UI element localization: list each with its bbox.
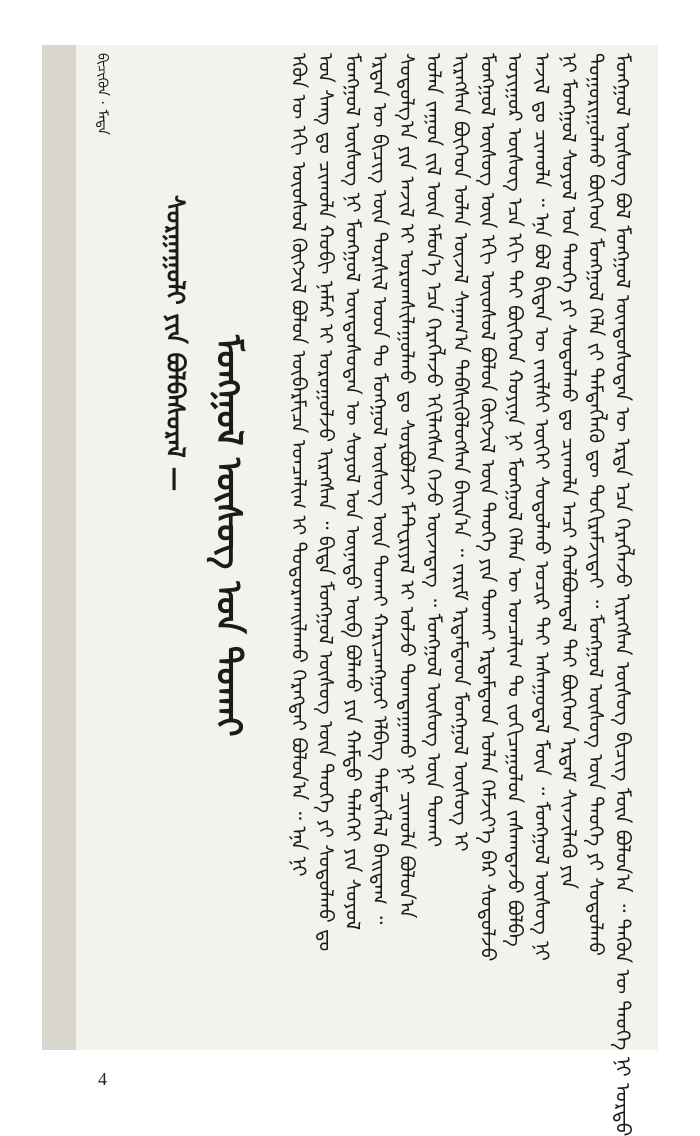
body-column: ᠣᠯᠠᠨ ᠵᠠᠭᠤᠨ ᠵᠢᠯ ᠦᠨ ᠡᠮᠦᠨ᠎ᠡ ᠡᠴᠡ ᠬᠡᠷᠡᠭᠯᠡᠵᠦ ᠡᠬᠢᠯᠡᠭᠰᠡᠨ ᠭᠡᠵᠦ ᠦᠵᠡᠳᠡᠭ ᠃ ᠮᠣᠩᠭᠣᠯ ᠦᠰᠦᠭ ᠦᠨ ᠲᠤᠬᠠᠢ (422, 53, 446, 848)
body-column: ᠡᠭᠦᠨ ᠦ ᠡᠬᠢ ᠦᠦᠰᠦᠯ ᠬᠥᠭᠵᠢᠯ ᠪᠣᠯᠤᠨ ᠥᠪᠡᠷᠮᠢᠴᠡ ᠣᠨᠴᠠᠯᠢᠭ ᠢ ᠲᠣᠳᠣᠷᠬᠠᠢᠯᠠᠬᠤ ᠬᠡᠷᠡᠭᠲᠡᠢ ᠪᠣᠯᠤᠨ᠎ᠠ ᠃ ᠡᠨᠡ ᠨᠢ (287, 53, 311, 877)
chapter-subtitle: ᠰᠤᠷᠭᠠᠭᠤᠯᠢ ᠶᠢᠨ ᠪᠣᠯᠪᠠᠰᠤᠷᠠᠯ — (161, 195, 190, 492)
body-column: ᠮᠣᠩᠭᠣᠯ ᠦᠰᠦᠭ ᠪᠣᠯ ᠮᠣᠩᠭᠣᠯ ᠦᠨᠳᠦᠰᠦᠲᠡᠨ ᠦ ᠡᠷᠲᠡ ᠡᠴᠡ ᠬᠡᠷᠡᠭᠯᠡᠵᠦ ᠢᠷᠡᠭᠰᠡᠨ ᠦᠰᠦᠭ ᠪᠢᠴᠢᠭ ᠮᠥᠨ ᠪᠣᠯᠤᠨ᠎ᠠ ᠃ ᠲᠡᠭᠦᠨ ᠦ ᠲᠡᠦᠬᠡ ᠨᠢ ᠤᠷᠲᠤ (611, 53, 635, 1136)
chapter-title: ᠮᠣᠩᠭᠣᠯ ᠦᠰᠦᠭ ᠤᠨ ᠲᠤᠬᠠᠢ (208, 335, 248, 737)
body-column: ᠮᠣᠩᠭᠣᠯ ᠦᠰᠦᠭ ᠦᠨ ᠡᠬᠢ ᠦᠦᠰᠦᠯ ᠪᠣᠯᠤᠨ ᠬᠥᠭᠵᠢᠯ ᠦᠨ ᠲᠡᠦᠬᠡ ᠶᠢᠨ ᠲᠤᠬᠠᠢ ᠡᠷᠳᠡᠮᠲᠡᠳ ᠤᠯᠠᠨ ᠬᠡᠮᠵᠢᠶ᠎ᠡ ᠪᠡᠷ ᠰᠤᠳᠤᠯᠵᠤ (476, 53, 500, 962)
body-column: ᠮᠣᠩᠭᠣᠯ ᠦᠰᠦᠭ ᠨᠢ ᠮᠣᠩᠭᠣᠯ ᠦᠨᠳᠦᠰᠦᠲᠡᠨ ᠦ ᠰᠣᠶᠣᠯ ᠤᠨ ᠦᠨᠡᠲᠦ ᠥᠪ ᠪᠣᠯᠬᠤ ᠶᠢᠨ ᠬᠠᠮᠲᠤ ᠳᠡᠯᠡᠬᠡᠢ ᠶᠢᠨ ᠰᠣᠶᠣᠯ (341, 53, 365, 931)
body-column: ᠤᠶᠢᠭᠤᠷ ᠦᠰᠦᠭ ᠡᠴᠡ ᠡᠬᠢ ᠲᠠᠢ ᠪᠥᠭᠡᠳ ᠬᠣᠶᠢᠨᠠ ᠨᠢ ᠮᠣᠩᠭᠣᠯ ᠬᠡᠯᠡᠨ ᠦ ᠣᠨᠴᠠᠯᠢᠭ ᠲᠤ ᠵᠣᠬᠢᠴᠠᠭᠤᠯᠤᠨ ᠵᠠᠰᠠᠭᠳᠠᠵᠤ ᠪᠣᠯᠪᠠ (503, 53, 527, 947)
body-column: ᠨᠢ ᠮᠣᠩᠭᠣᠯ ᠰᠣᠶᠣᠯ ᠤᠨ ᠲᠡᠦᠬᠡ ᠶᠢ ᠰᠤᠳᠤᠯᠬᠤ ᠳᠤ ᠴᠢᠬᠤᠯᠠ ᠠᠴᠢ ᠬᠣᠯᠪᠣᠭᠳᠠᠯ ᠲᠠᠢ ᠪᠥᠭᠡᠳ ᠡᠷᠳᠡᠮ ᠰᠢᠨᠵᠢᠯᠡᠬᠦ ᠶᠢᠨ (557, 53, 581, 889)
body-column: ᠰᠤᠳᠤᠯᠭ᠎ᠠ ᠶᠢᠨ ᠠᠵᠢᠯ ᠢ ᠤᠷᠤᠭᠰᠢᠯᠠᠭᠤᠯᠬᠤ ᠳᠤ ᠰᠤᠷᠪᠤᠯᠵᠢ ᠮᠠᠲᠧᠷᠢᠶᠠᠯ ᠢ ᠣᠯᠵᠤ ᠲᠣᠭᠲᠠᠭᠠᠬᠤ ᠨᠢ ᠴᠢᠬᠤᠯᠠ ᠪᠣᠯᠤᠨ᠎ᠠ (395, 53, 419, 919)
body-column: ᠢᠷᠡᠭᠰᠡᠨ ᠪᠥᠭᠡᠳ ᠣᠯᠠᠨ ᠦᠵᠡᠯ ᠰᠠᠨᠠᠭ᠎ᠠ ᠳᠡᠪᠰᠢᠭᠦᠯᠦᠭᠰᠡᠨ ᠪᠠᠢᠨ᠎ᠠ ᠃ ᠵᠠᠷᠢᠮ ᠡᠷᠳᠡᠮᠲᠡᠳ ᠮᠣᠩᠭᠣᠯ ᠦᠰᠦᠭ ᠢ (449, 53, 473, 852)
body-column: ᠠᠵᠢᠯ ᠳᠤ ᠴᠢᠬᠤᠯᠠ ᠃ ᠡᠨᠡ ᠪᠣᠯ ᠪᠢᠳᠡᠨ ᠦ ᠵᠠᠢᠯᠰᠢ ᠦᠭᠡᠢ ᠰᠤᠳᠤᠯᠬᠤ ᠤᠴᠢᠷ ᠲᠠᠢ ᠠᠰᠠᠭᠤᠳᠠᠯ ᠮᠥᠨ ᠃ ᠮᠣᠩᠭᠣᠯ ᠦᠰᠦᠭ ᠨᠢ (530, 53, 554, 961)
body-column: ᠲᠣᠭᠣᠷᠢᠭᠤᠯᠬᠤ ᠪᠥᠭᠡᠳ ᠮᠣᠩᠭᠣᠯ ᠬᠡᠯᠡ ᠵᠢ ᠲᠡᠮᠳᠡᠭᠯᠡᠬᠦ ᠳᠦ ᠲᠣᠬᠢᠷᠠᠮᠵᠢᠲᠠᠢ ᠃ ᠮᠣᠩᠭᠣᠯ ᠦᠰᠦᠭ ᠦᠨ ᠲᠡᠦᠬᠡ ᠶᠢ ᠰᠤᠳᠤᠯᠬᠤ (584, 53, 608, 956)
page-edge-strip (42, 45, 76, 1050)
body-column: ᠡᠷᠲᠡᠨ ᠦ ᠪᠢᠴᠢᠭ᠌ ᠦᠨ ᠳᠤᠷᠰᠢᠯ ᠤᠳ ᠲᠤ ᠮᠣᠩᠭᠣᠯ ᠦᠰᠦᠭ ᠦᠨ ᠲᠤᠬᠠᠢ ᠬᠠᠷᠢᠴᠠᠩᠭᠤᠢ ᠡᠯᠪᠡᠭ ᠲᠡᠮᠳᠡᠭᠯᠡᠯ ᠪᠠᠢᠳᠠᠭ ᠃ (368, 53, 392, 925)
book-page (42, 45, 658, 1136)
page-number: 4 (98, 1069, 107, 1089)
running-header: ᠪᠢᠴᠢᠭ᠌ᠦᠨ · ᠮᠡᠳᠡ (94, 53, 110, 135)
body-column: ᠤᠨ ᠰᠠᠩ ᠳᠤ ᠴᠢᠬᠤᠯᠠ ᠬᠤᠪᠢ ᠨᠡᠮᠡᠷ ᠢ ᠣᠷᠣᠭᠤᠯᠵᠤ ᠢᠷᠡᠭᠰᠡᠨ ᠃ ᠪᠢᠳᠡ ᠮᠣᠩᠭᠣᠯ ᠦᠰᠦᠭ ᠦᠨ ᠲᠡᠦᠬᠡ ᠶᠢ ᠰᠤᠳᠤᠯᠬᠤ ᠳᠤ (314, 53, 338, 952)
